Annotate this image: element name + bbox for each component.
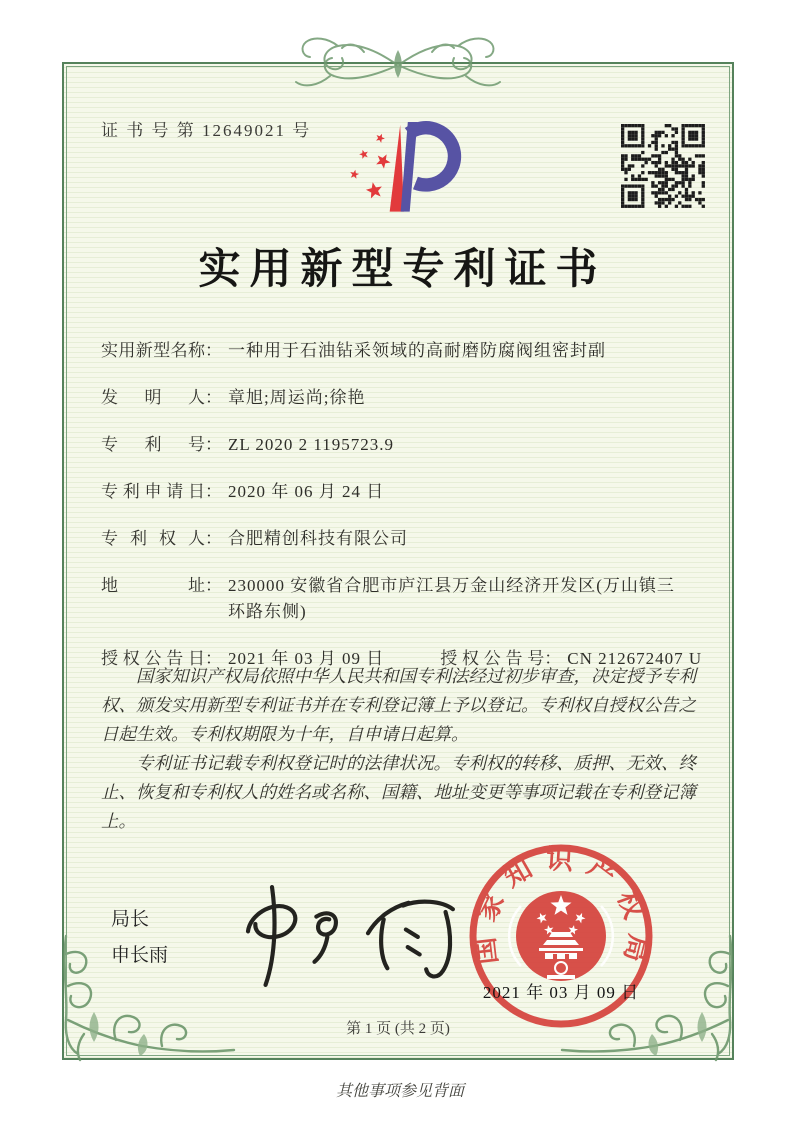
grant-number-value: CN 212672407 U: [567, 649, 703, 668]
legal-paragraph-2: 专利证书记载专利权登记时的法律状况。专利权的转移、质押、无效、终止、恢复和专利权人的姓名或名称、国籍、地址变更等事项记载在专利登记簿上。: [101, 753, 696, 831]
director-name: 申长雨: [111, 945, 169, 966]
field-label: 专利号: [101, 435, 205, 454]
field-row: [101, 432, 711, 458]
certificate-frame: [62, 62, 734, 1060]
field-value: 2020 年 06 月 24 日: [228, 482, 385, 501]
top-center-flourish-icon: [278, 30, 518, 98]
field-colon: ：: [205, 649, 222, 668]
director-signature-icon: [214, 876, 474, 996]
field-value: 合肥精创科技有限公司: [228, 529, 408, 548]
grant-date-value: 2021 年 03 月 09 日: [228, 649, 385, 668]
cnipa-seal-icon: [461, 836, 661, 1036]
seal-arc-text: 国家知识产权局: [468, 843, 655, 977]
page-number: 第 1 页 (共 2 页): [346, 1021, 450, 1037]
grant-date-label: 授权公告日: [101, 649, 205, 668]
back-note: 其他事项参见背面: [335, 1083, 464, 1100]
field-label: 地址: [101, 576, 205, 595]
field-colon: ：: [205, 576, 222, 595]
field-label: 专利申请日: [101, 482, 205, 501]
field-label: 专利权人: [101, 529, 205, 548]
qr-code: [621, 124, 705, 208]
director-block: [111, 902, 168, 974]
cnipa-logo-icon: [342, 111, 466, 235]
certificate-title: 实用新型专利证书: [198, 247, 607, 293]
field-colon: ：: [205, 482, 222, 501]
field-colon: ：: [205, 435, 222, 454]
legal-paragraphs: [101, 662, 705, 836]
field-colon: ：: [205, 388, 222, 407]
field-colon: ：: [544, 649, 562, 668]
cnipa-seal: [461, 836, 661, 1036]
field-row: [101, 338, 711, 364]
field-value: 230000 安徽省合肥市庐江县万金山经济开发区(万山镇三环路东侧): [228, 576, 675, 621]
field-list: [101, 338, 711, 693]
director-title: 局长: [111, 909, 150, 930]
field-colon: ：: [205, 529, 222, 548]
field-row: [101, 479, 711, 505]
field-row: [101, 573, 711, 625]
field-colon: ：: [205, 341, 222, 360]
legal-paragraph-1: 国家知识产权局依照中华人民共和国专利法经过初步审查，决定授予专利权、颁发实用新型专利证书并在专利登记簿上予以登记。专利权自授权公告之日起生效。专利权期限为十年，自申请日起算。: [101, 666, 696, 744]
field-value: 一种用于石油钻采领域的高耐磨防腐阀组密封副: [228, 341, 606, 360]
field-label: 发明人: [101, 388, 205, 407]
grant-number-label: 授权公告号: [440, 649, 545, 668]
field-value: 章旭;周运尚;徐艳: [228, 388, 366, 407]
field-label: 实用新型名称: [101, 341, 205, 360]
field-value: ZL 2020 2 1195723.9: [228, 435, 395, 454]
field-row: [101, 385, 711, 411]
certificate-number: 证 书 号 第 12649021 号: [101, 121, 312, 140]
field-row: [101, 526, 711, 552]
seal-date: 2021 年 03 月 09 日: [482, 983, 640, 1002]
